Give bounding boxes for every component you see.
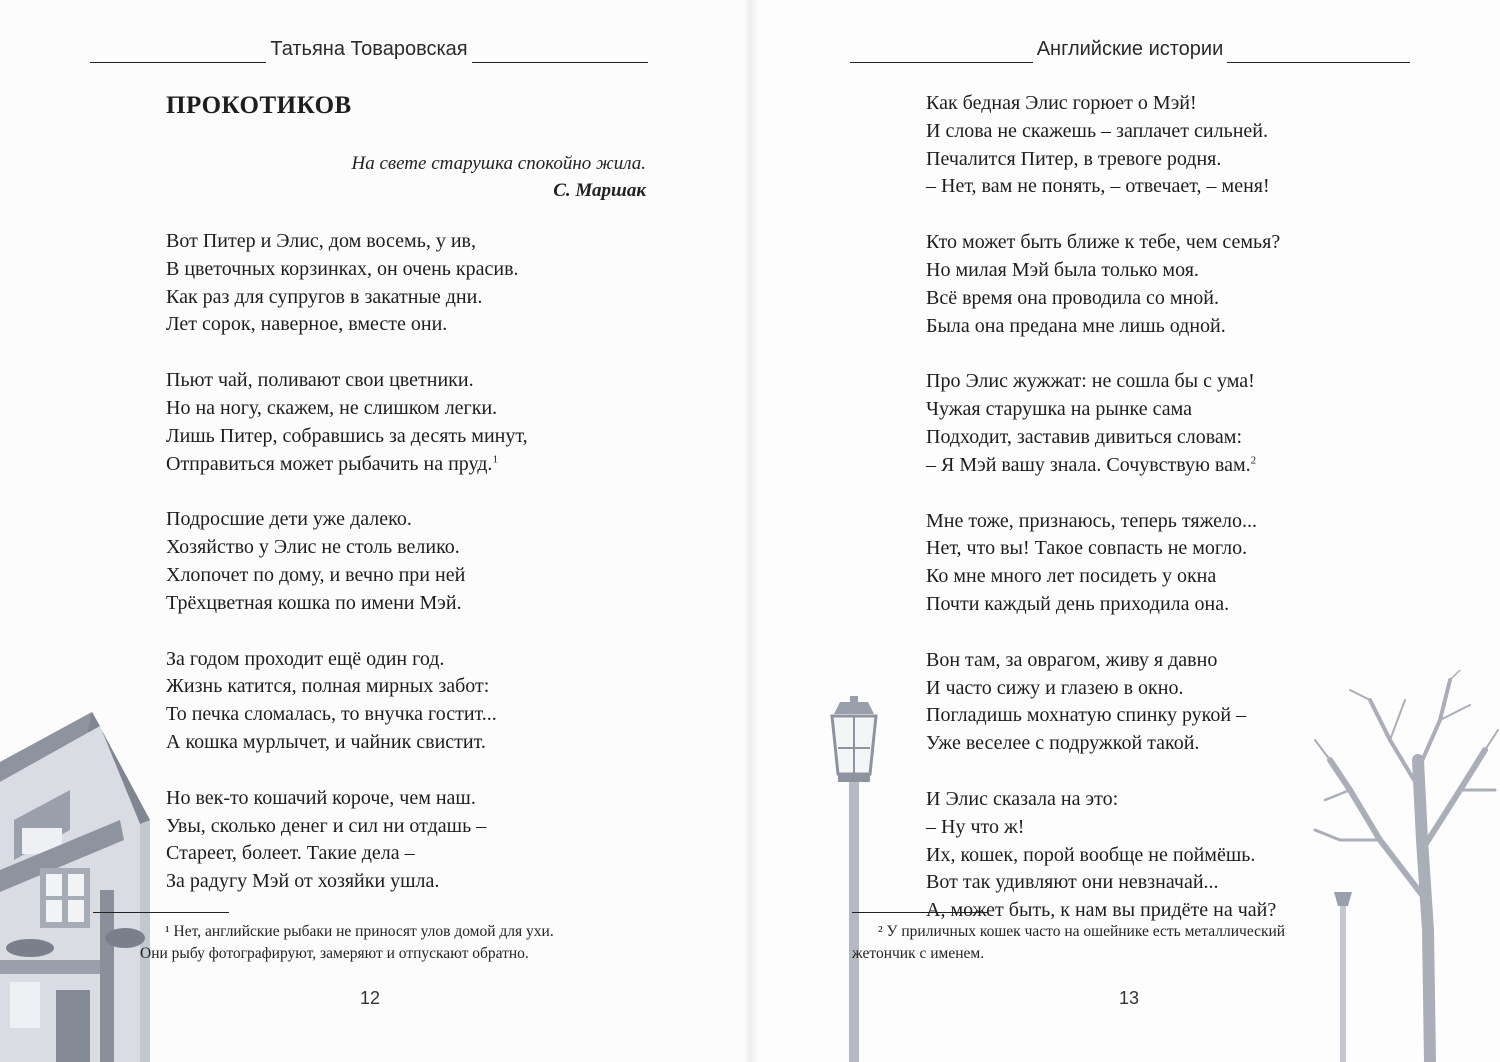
header-rule-right	[1227, 34, 1410, 63]
verse-line: Подросшие дети уже далеко.	[166, 508, 412, 531]
page-number: 12	[360, 988, 381, 1008]
verse-line: Лишь Питер, собравшись за десять минут,	[166, 424, 528, 447]
verse-line: И слова не скажешь – заплачет сильней.	[926, 119, 1268, 142]
verse-line: А кошка мурлычет, и чайник свистит.	[166, 730, 486, 753]
verse-line: Но век-то кошачий короче, чем наш.	[166, 786, 476, 809]
verse-line: Почти каждый день приходила она.	[926, 592, 1230, 615]
verse-line: Уже веселее с подружкой такой.	[926, 732, 1200, 755]
verse-line: Хозяйство у Элис не столь велико.	[166, 536, 460, 559]
verse-line-text: Отправиться может рыбачить на пруд.	[166, 452, 493, 475]
verse-line: – Нет, вам не понять, – отвечает, – меня!	[926, 175, 1270, 198]
poem-stanzas	[926, 90, 1280, 953]
verse-line: Пьют чай, поливают свои цветники.	[166, 369, 474, 392]
verse-line	[166, 451, 528, 479]
footnote-line: жетончик с именем.	[852, 945, 985, 962]
book-title: Английские истории	[1036, 38, 1224, 60]
stanza	[926, 229, 1280, 340]
verse-line: И часто сижу и глазею в окно.	[926, 676, 1184, 699]
verse-line: Мне тоже, признаюсь, теперь тяжело...	[926, 509, 1258, 532]
verse-line: Жизнь катится, полная мирных забот:	[166, 675, 490, 698]
verse-line: Но милая Мэй была только моя.	[926, 258, 1199, 281]
verse-line: Но на ногу, скажем, не слишком легки.	[166, 396, 498, 419]
poem-stanzas	[166, 228, 528, 924]
verse-line: Нет, что вы! Такое совпасть не могло.	[926, 537, 1248, 560]
verse-line: Трёхцветная кошка по имени Мэй.	[166, 591, 462, 614]
stanza	[926, 368, 1280, 479]
verse-line: И Элис сказала на это:	[926, 787, 1119, 810]
verse-line: Стареет, болеет. Такие дела –	[166, 842, 415, 865]
page-number: 13	[1119, 988, 1140, 1008]
stanza	[926, 508, 1280, 619]
verse-line: Вот так удивляют они невзначай...	[926, 871, 1219, 894]
bare-tree-illustration	[1310, 670, 1500, 1062]
footnote-line: Они рыбу фотографируют, замеряют и отпускают обратно.	[140, 945, 529, 962]
poem-title: ПРОКОТИКОВ	[166, 92, 352, 119]
verse-line: Была она предана мне лишь одной.	[926, 314, 1226, 337]
header-rule-left	[90, 34, 266, 63]
footnote	[140, 921, 660, 965]
epigraph	[351, 150, 646, 204]
footnote	[852, 921, 1412, 965]
footnote-ref[interactable]: 2	[1250, 454, 1257, 467]
stanza	[166, 785, 528, 896]
stanza	[166, 228, 528, 339]
verse-line: Лет сорок, наверное, вместе они.	[166, 313, 448, 336]
verse-line-text: – Я Мэй вашу знала. Сочувствую вам.	[926, 453, 1251, 476]
stanza	[926, 90, 1280, 201]
footnote-line: ¹ Нет, английские рыбаки не приносят улов домой для ухи.	[165, 923, 554, 940]
verse-line: В цветочных корзинках, он очень красив.	[166, 257, 519, 280]
verse-line: Ко мне много лет посидеть у окна	[926, 565, 1217, 588]
verse-line: Чужая старушка на рынке сама	[926, 398, 1193, 421]
verse-line: Как раз для супругов в закатные дни.	[166, 285, 483, 308]
verse-line: Вот Питер и Элис, дом восемь, у ив,	[166, 230, 476, 252]
house-illustration	[0, 700, 170, 1062]
verse-line: То печка сломалась, то внучка гостит...	[166, 703, 497, 726]
stanza	[926, 647, 1280, 758]
verse-line: Подходит, заставив дивиться словам:	[926, 425, 1243, 448]
author-name: Татьяна Товаровская	[270, 38, 468, 60]
header-rule-left	[850, 34, 1033, 63]
epigraph-author: С. Маршак	[553, 180, 646, 201]
stanza	[166, 367, 528, 478]
right-page	[750, 0, 1500, 1062]
verse-line	[926, 452, 1280, 480]
verse-line: За годом проходит ещё один год.	[166, 647, 445, 670]
footnote-rule	[93, 912, 229, 913]
running-head	[850, 34, 1410, 63]
epigraph-text: На свете старушка спокойно жила.	[351, 153, 646, 174]
verse-line: Вон там, за оврагом, живу я давно	[926, 648, 1218, 671]
stanza	[166, 646, 528, 757]
verse-line: Хлопочет по дому, и вечно при ней	[166, 563, 466, 586]
running-head	[90, 34, 648, 63]
book-gutter	[744, 0, 758, 1062]
stanza	[926, 786, 1280, 925]
header-rule-right	[472, 34, 648, 63]
verse-line: Печалится Питер, в тревоге родня.	[926, 147, 1222, 170]
verse-line: А, может быть, к нам вы придёте на чай?	[926, 899, 1277, 922]
verse-line: – Ну что ж!	[926, 815, 1025, 838]
verse-line: Всё время она проводила со мной.	[926, 286, 1219, 309]
street-lamp-illustration	[816, 696, 892, 1062]
stanza	[166, 506, 528, 617]
verse-line: Про Элис жужжат: не сошла бы с ума!	[926, 370, 1255, 393]
verse-line: Их, кошек, порой вообще не поймёшь.	[926, 843, 1256, 866]
footnote-line: ² У приличных кошек часто на ошейнике есть металлический	[878, 923, 1286, 940]
verse-line: Как бедная Элис горюет о Мэй!	[926, 92, 1197, 114]
verse-line: Погладишь мохнатую спинку рукой –	[926, 704, 1247, 727]
verse-line: За радугу Мэй от хозяйки ушла.	[166, 870, 440, 893]
footnote-ref[interactable]: 1	[492, 452, 498, 465]
verse-line: Кто может быть ближе к тебе, чем семья?	[926, 231, 1281, 254]
verse-line: Увы, сколько денег и сил ни отдашь –	[166, 814, 487, 837]
footnote-rule	[852, 912, 988, 913]
